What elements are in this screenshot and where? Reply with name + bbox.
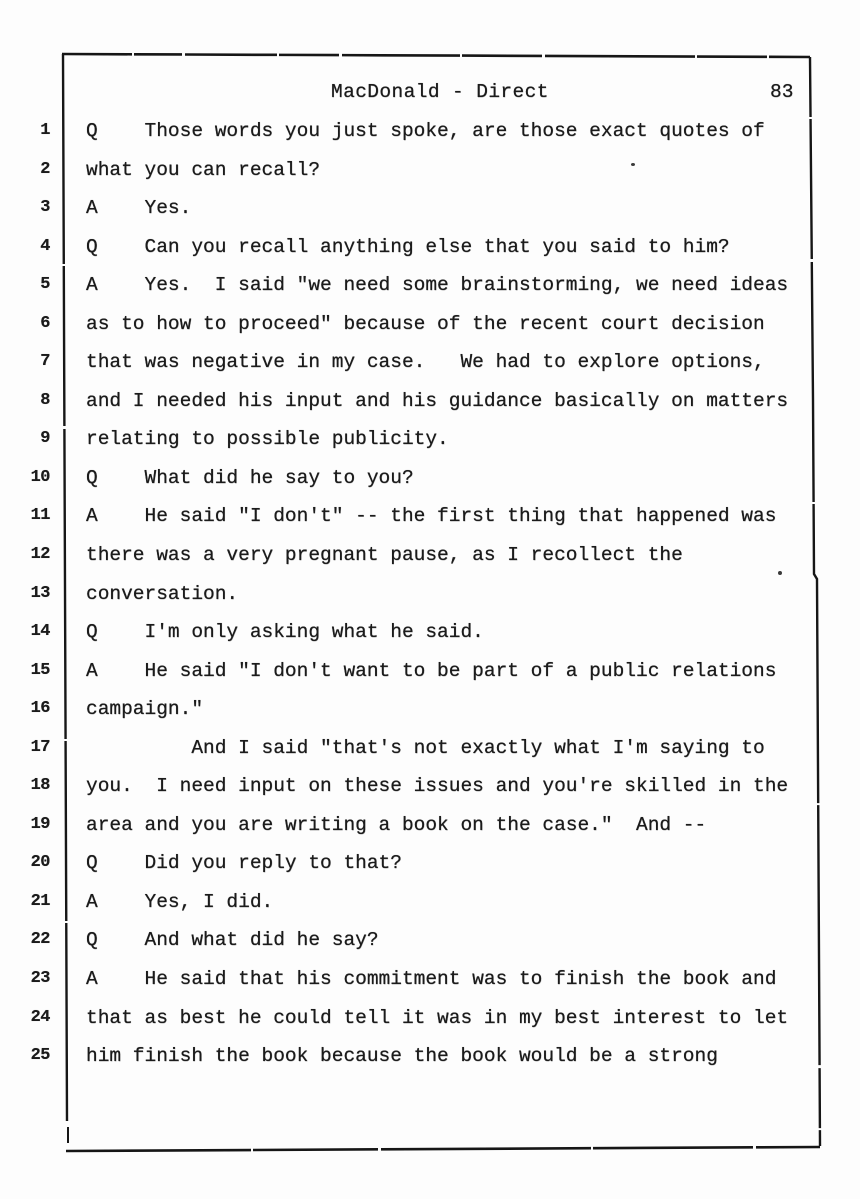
- line-number: 21: [30, 891, 50, 911]
- line-number: 25: [30, 1046, 50, 1066]
- page-title: MacDonald - Direct: [331, 81, 549, 103]
- transcript-line: conversation.: [86, 582, 239, 605]
- transcript-line: area and you are writing a book on the case." And --: [86, 813, 707, 836]
- transcript-line: and I needed his input and his guidance basically on matters: [86, 389, 789, 412]
- transcript-line: A He said that his commitment was to finish the book and: [86, 968, 777, 991]
- transcript-text-column: [86, 112, 840, 1076]
- line-number: 18: [30, 776, 50, 796]
- line-number: 14: [30, 622, 50, 642]
- line-number: 8: [40, 390, 50, 410]
- line-number: 23: [30, 969, 50, 989]
- transcript-line: that was negative in my case. We had to explore options,: [86, 351, 765, 374]
- line-number: 22: [30, 930, 50, 950]
- line-number: 4: [40, 236, 50, 256]
- line-number: 9: [40, 429, 50, 449]
- transcript-line: Q Can you recall anything else that you said to him?: [86, 235, 730, 258]
- transcript-line: A Yes. I said "we need some brainstorming, we need ideas: [86, 274, 789, 297]
- line-number: 11: [30, 506, 50, 526]
- transcript-line: Q Did you reply to that?: [86, 852, 402, 875]
- line-number: 6: [40, 313, 50, 333]
- line-number: 20: [30, 853, 50, 873]
- scan-artifact-dot: [778, 571, 782, 575]
- line-number: 19: [30, 814, 50, 834]
- line-number: 10: [30, 467, 50, 487]
- transcript-line: relating to possible publicity.: [86, 428, 449, 451]
- line-number-column: [0, 112, 50, 1076]
- line-number: 17: [30, 737, 50, 757]
- transcript-line: And I said "that's not exactly what I'm saying to: [86, 736, 765, 759]
- transcript-line: him finish the book because the book would be a strong: [86, 1045, 718, 1068]
- transcript-line: you. I need input on these issues and you're skilled in the: [86, 775, 789, 798]
- transcript-line: A He said "I don't want to be part of a public relations: [86, 659, 777, 682]
- line-number: 12: [30, 545, 50, 565]
- line-number: 5: [40, 275, 50, 295]
- transcript-line: as to how to proceed" because of the recent court decision: [86, 312, 765, 335]
- line-number: 16: [30, 699, 50, 719]
- line-number: 1: [40, 121, 50, 140]
- line-number: 2: [40, 159, 50, 179]
- line-number: 15: [30, 660, 50, 680]
- transcript-line: Q Those words you just spoke, are those exact quotes of: [86, 120, 765, 142]
- transcript-line: A He said "I don't" -- the first thing that happened was: [86, 505, 777, 528]
- transcript-line: what you can recall?: [86, 158, 321, 181]
- transcript-line: A Yes, I did.: [86, 890, 274, 913]
- line-number: 24: [30, 1007, 50, 1027]
- transcript-line: there was a very pregnant pause, as I recollect the: [86, 544, 683, 567]
- line-number: 3: [40, 198, 50, 218]
- line-number: 13: [30, 583, 50, 603]
- transcript-line: campaign.": [86, 698, 204, 721]
- transcript-line: that as best he could tell it was in my best interest to let: [86, 1006, 789, 1029]
- transcript-line: Q I'm only asking what he said.: [86, 621, 484, 644]
- line-number: 7: [40, 352, 50, 372]
- scan-artifact-dot: [631, 163, 635, 166]
- page-number: 83: [770, 81, 794, 103]
- transcript-line: Q And what did he say?: [86, 929, 379, 952]
- transcript-line: A Yes.: [86, 197, 192, 220]
- transcript-line: Q What did he say to you?: [86, 466, 414, 489]
